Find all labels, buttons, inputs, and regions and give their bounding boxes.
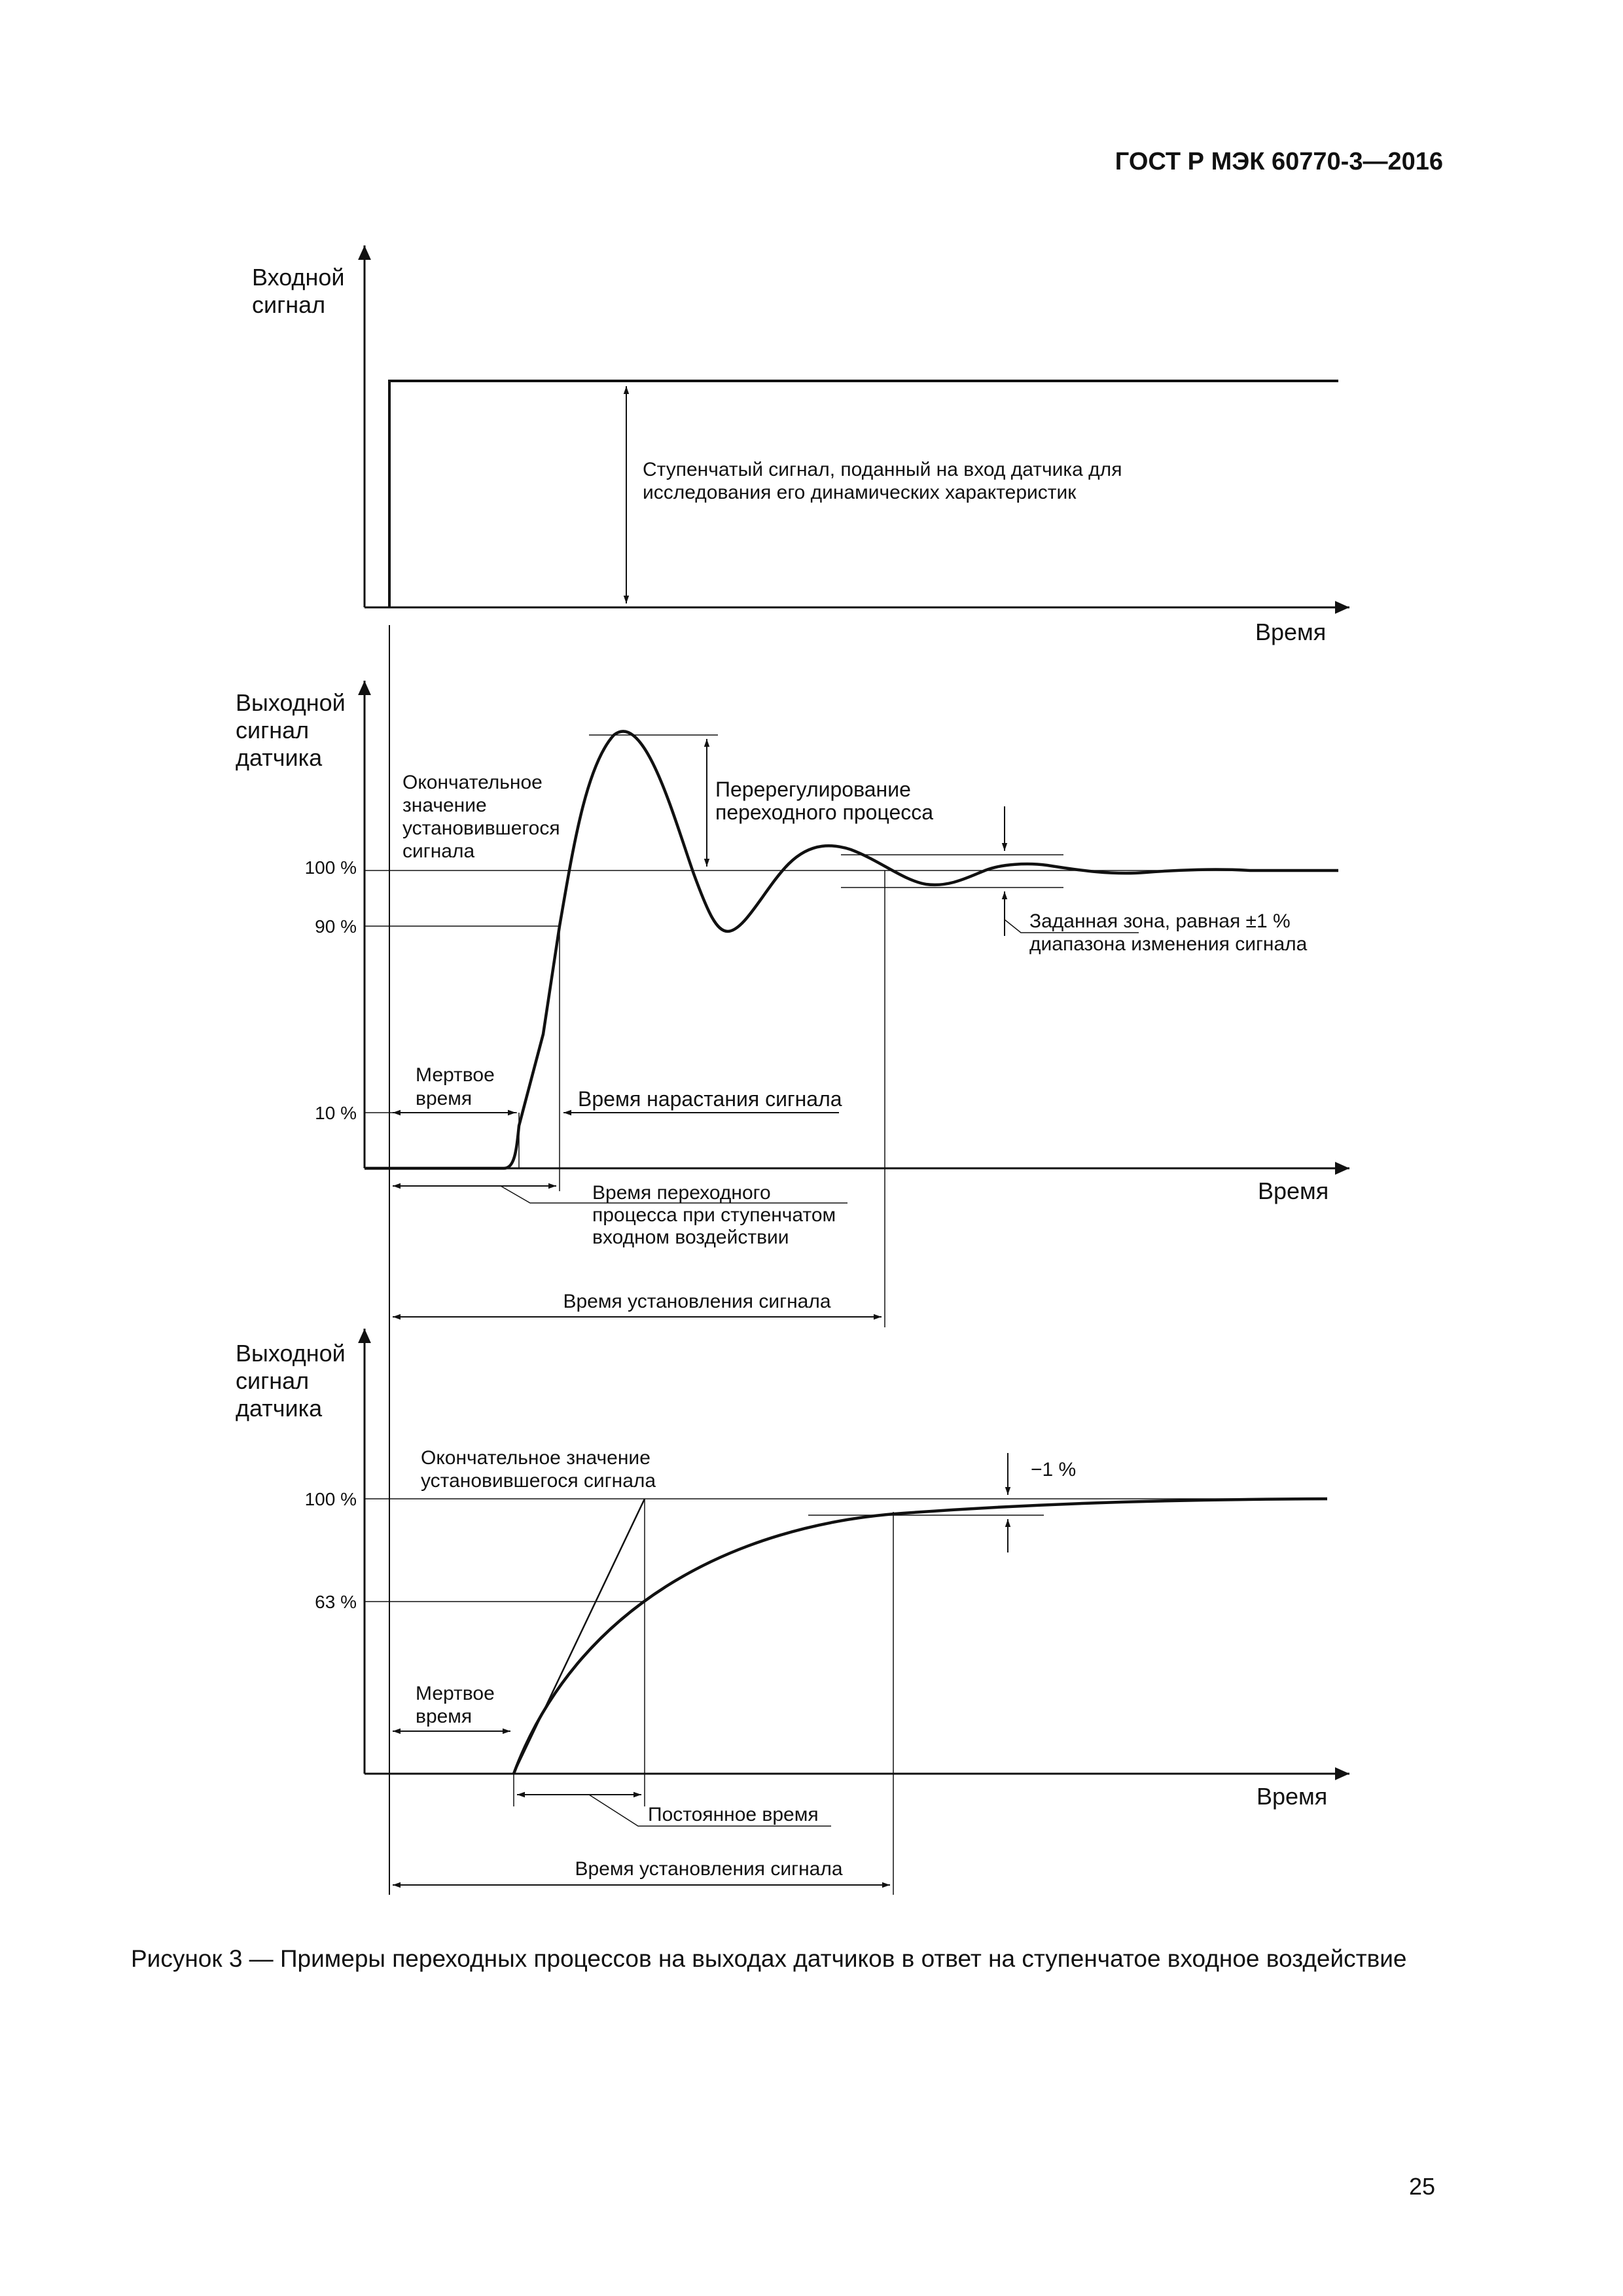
panel3-y-label: Выходной сигнал датчика bbox=[236, 1340, 346, 1422]
step-signal-annotation: Ступенчатый сигнал, поданный на вход датчика для исследования его динамических характеристик bbox=[643, 459, 1122, 503]
level-90-label: 90 % bbox=[315, 916, 357, 937]
p3-final-value-label: Окончательное значение установившегося сигнала bbox=[421, 1447, 656, 1492]
overshoot-label: Перерегулирование переходного процесса bbox=[715, 778, 934, 824]
panel2-x-label: Время bbox=[1258, 1177, 1329, 1204]
page-number: 25 bbox=[1408, 2173, 1435, 2200]
panel1-x-label: Время bbox=[1255, 619, 1327, 645]
p3-settling-time-label: Время установления сигнала bbox=[575, 1858, 843, 1880]
time-constant-label: Постоянное время bbox=[648, 1804, 819, 1825]
panel-input-step bbox=[252, 245, 1349, 645]
final-value-label: Окончательное значение установившегося сигнала bbox=[402, 772, 560, 862]
p3-tolerance-label: −1 % bbox=[1031, 1459, 1077, 1480]
figure-caption: Рисунок 3 — Примеры переходных процессов на выходах датчиков в ответ на ступенчатое входное воздействие bbox=[131, 1945, 1407, 1972]
panel2-y-label: Выходной сигнал датчика bbox=[236, 689, 346, 771]
panel-exponential-response bbox=[236, 1329, 1349, 1895]
level-10-label: 10 % bbox=[315, 1103, 357, 1123]
dead-time-label: Мертвое время bbox=[416, 1064, 495, 1109]
p3-level-100-label: 100 % bbox=[304, 1489, 357, 1509]
level-100-label: 100 % bbox=[304, 857, 357, 878]
exponential-response-curve bbox=[514, 1499, 1327, 1774]
rise-time-label: Время нарастания сигнала bbox=[578, 1087, 842, 1111]
panel3-x-label: Время bbox=[1257, 1783, 1328, 1810]
standard-header: ГОСТ Р МЭК 60770-3—2016 bbox=[1115, 148, 1443, 175]
tolerance-zone-label: Заданная зона, равная ±1 % диапазона изменения сигнала bbox=[1029, 910, 1308, 955]
settling-time-label: Время установления сигнала bbox=[563, 1291, 831, 1312]
step-response-time-label: Время переходного процесса при ступенчатом входном воздействии bbox=[592, 1182, 836, 1248]
p3-dead-time-label: Мертвое время bbox=[416, 1683, 495, 1727]
p3-level-63-label: 63 % bbox=[315, 1592, 357, 1612]
panel1-y-label: Входной сигнал bbox=[252, 264, 345, 318]
panel-oscillatory-response bbox=[236, 625, 1349, 1895]
